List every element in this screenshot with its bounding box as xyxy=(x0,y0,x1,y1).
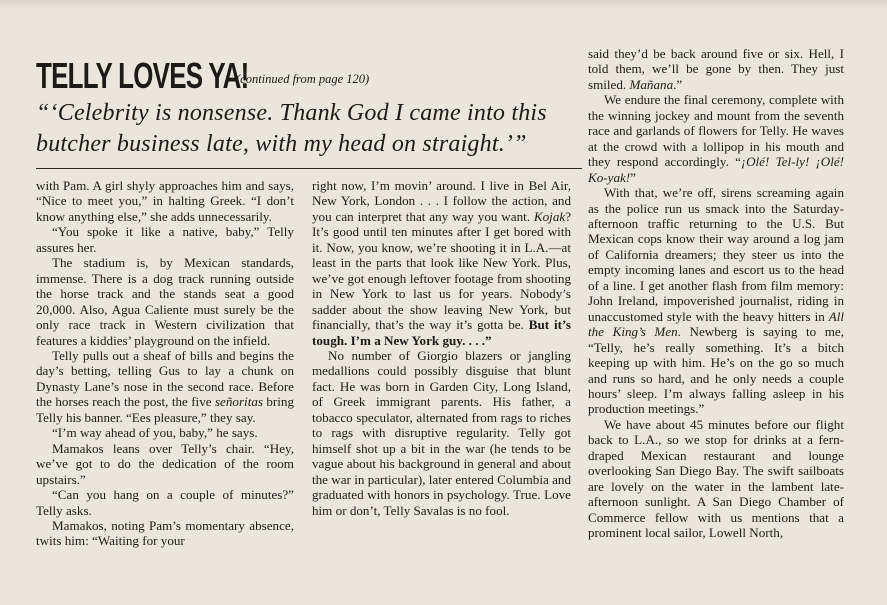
paragraph: We have about 45 minutes before our flight back to L.A., so we stop for drinks at a fern-draped Mexican restaurant and lounge overlooking San Diego Bay. The swift sailboats are lovely on the water in the lambent late-afternoon sunlight. A San Diego Chamber of Commerce fellow with us mentions that a prominent local sailor, Lowell North, xyxy=(588,416,844,541)
paragraph: with Pam. A girl shyly approaches him and says, “Nice to meet you,” in halting Greek. “I don’t know anything else,” she adds unnecessarily. xyxy=(36,178,294,224)
article-title: TELLY LOVES YA! xyxy=(36,55,249,96)
paragraph: “I’m way ahead of you, baby,” he says. xyxy=(52,425,258,441)
paragraph xyxy=(588,46,844,92)
text-run: right now, I’m movin’ around. I live in Bel Air, New York, London . . . I follow the action, and you can interpret that any way you want. xyxy=(312,178,571,224)
text-run: bring Telly his banner. “Ees pleasure,” they say. xyxy=(36,394,294,425)
bold-text: But it’s tough. I’m a New York guy. . . .” xyxy=(312,317,571,348)
text-run: ? It’s good until ten minutes after I get bored with it. Now, you know, we’re shooting it in L.A.—at least in the parts that look like New York. Plus, we’ve got enough leftover footage from shooting in New York to last us for years. Nobody’s sadder about the show leaving New York, but financially, that’s the way it’s gotta be. xyxy=(312,208,571,333)
pull-quote-rule xyxy=(36,168,582,169)
column-3 xyxy=(588,46,844,541)
italic-text: ¡Olé! Tel-ly! ¡Olé! Ko-yak! xyxy=(588,154,845,185)
text-run: said they’d be back around five or six. Hell, I told them, we’ll be gone by then. They just smiled. xyxy=(588,46,844,92)
text-run: With that, we’re off, sirens screaming again as the police run us smack into the Saturday-afternoon traffic returning to the U.S. But Mexican cops know their way around a log jam of California dreamers; they steer us into the empty incoming lanes and escort us to the head of a line. I get another flash from film memory: John Ireland, impoverished journalist, riding in unaccustomed style with the heavy hitters in xyxy=(588,185,844,324)
italic-text: señoritas xyxy=(214,394,263,410)
italic-text: Kojak xyxy=(533,208,566,224)
paragraph xyxy=(588,92,844,185)
text-run: We endure the final ceremony, complete with the winning jockey and mount from the seventh race and garlands of flowers for Telly. He waves at the crowd with a lollipop in his mouth and they respond accordingly. “ xyxy=(588,92,844,170)
text-run: ” xyxy=(630,169,636,185)
italic-text: All the King’s Men xyxy=(588,308,844,340)
pull-quote: “‘Celebrity is nonsense. Thank God I came into this butcher business late, with my head on straight.’” xyxy=(36,100,547,157)
paragraph: “Can you hang on a couple of minutes?” Telly asks. xyxy=(36,487,294,518)
continued-note: (continued from page 120) xyxy=(236,72,370,86)
paragraph: No number of Giorgio blazers or jangling medallions could possibly disguise that blunt fact. He was born in Garden City, Long Island, of Greek immigrant parents. His father, a tobacco speculator, alternated from rags to riches to rags with disruptive regularity. Telly got himself shot up a bit in the war (he tends to be vague about his background in general and about the war in particular), later entered Columbia and graduated with honors in psychology. True. Love him or don’t, Telly Savalas is no fool. xyxy=(312,347,571,518)
paragraph xyxy=(312,178,571,348)
column-2 xyxy=(312,178,571,518)
article-header xyxy=(36,56,576,96)
paragraph: The stadium is, by Mexican standards, immense. There is a dog track running outside the horse track and the stands seat a good 20,000. Also, Agua Caliente must surely be the only race track in Western civilization that features a kiddies’ playground on the infield. xyxy=(36,255,294,348)
italic-text: Mañana xyxy=(629,76,674,92)
text-run: . Newberg is saying to me, “Telly, he’s really something. It’s a bitch keeping up with him. He’s on the go so much and runs so hard, and he only needs a couple hours’ sleep. I’m always falling asleep in his production meetings.” xyxy=(588,324,844,417)
paragraph: Mamakos, noting Pam’s momentary absence, twits him: “Waiting for your xyxy=(36,517,294,549)
page-top-edge xyxy=(0,0,887,9)
text-run: .” xyxy=(673,76,683,92)
paragraph xyxy=(36,348,294,425)
paragraph xyxy=(588,185,844,417)
column-1 xyxy=(36,178,294,549)
text-run: Telly pulls out a sheaf of bills and begins the day’s betting, telling Gus to lay a chunk on Dynasty Lane’s nose in the second race. Before the horses reach the post, the five xyxy=(36,347,294,410)
paragraph: “You spoke it like a native, baby,” Telly assures her. xyxy=(36,224,294,255)
paragraph: Mamakos leans over Telly’s chair. “Hey, we’ve got to do the dedication of the room upstairs.” xyxy=(36,440,294,487)
